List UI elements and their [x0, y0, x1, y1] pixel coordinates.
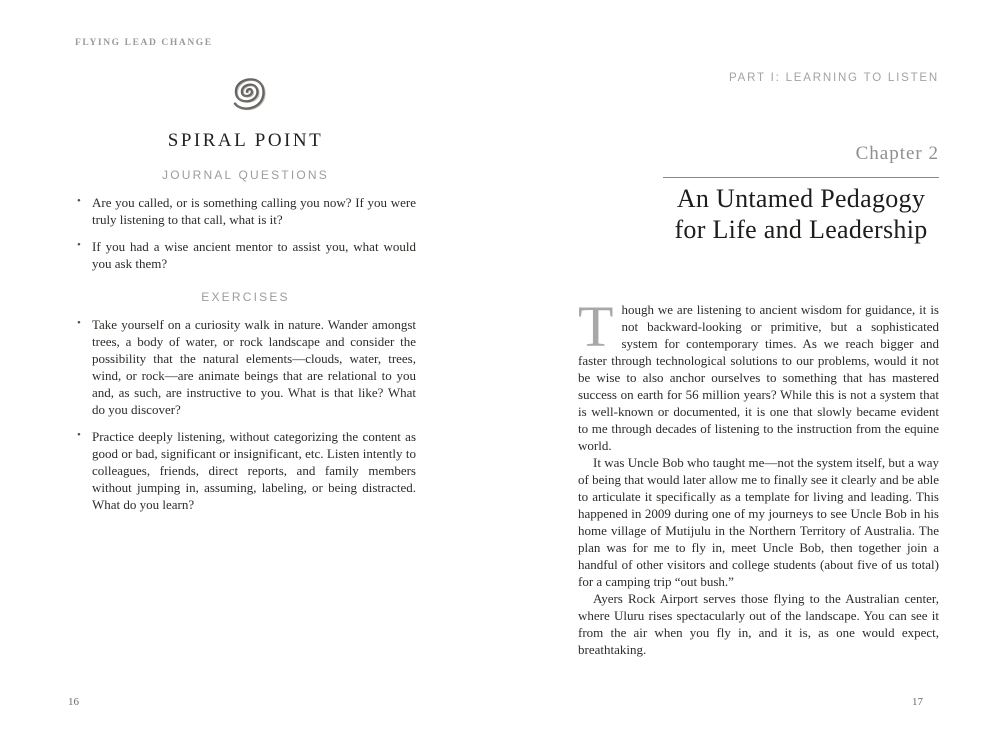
- journal-question-text: Are you called, or is something calling you now? If you were truly listening to that call, what is it?: [92, 195, 416, 227]
- body-paragraph-3: Ayers Rock Airport serves those flying to the Australian center, where Uluru rises spectacularly out of the landscape. You can see it from the air when you fly in, and it is, as one would expect, breathtaking.: [578, 591, 939, 657]
- chapter-body-text: [578, 294, 939, 658]
- exercise-item: [75, 316, 416, 418]
- chapter-number-label: Chapter 2: [855, 143, 939, 164]
- journal-question-item: [75, 238, 416, 272]
- body-paragraph-1: [578, 294, 939, 454]
- journal-question-text: If you had a wise ancient mentor to assist you, what would you ask them?: [92, 239, 416, 271]
- bullet-icon: •: [77, 195, 81, 207]
- page-number-right: 17: [912, 696, 923, 708]
- exercise-text: Practice deeply listening, without categorizing the content as good or bad, significant or insignificant, etc. Listen intently to colleagues, friends, direct reports, and family members without jumping in, assuming, labeling, or being distracted. What do you learn?: [92, 429, 416, 512]
- exercise-text: Take yourself on a curiosity walk in nature. Wander amongst trees, a body of water, or rock landscape and consider the possibility that the natural elements—clouds, water, trees, wind, or rock—are animate beings that are relational to you and, as such, are instructive to you. What is that like? What do you discover?: [92, 317, 416, 417]
- journal-question-item: [75, 194, 416, 228]
- chapter-title-line-2: for Life and Leadership: [674, 215, 928, 244]
- journal-questions-heading: JOURNAL QUESTIONS: [162, 168, 329, 182]
- chapter-title-line-1: An Untamed Pedagogy: [676, 184, 926, 213]
- exercises-heading: EXERCISES: [201, 290, 290, 304]
- exercises-list: [75, 316, 416, 513]
- page-number-left: 16: [68, 696, 79, 708]
- running-head-book-title: FLYING LEAD CHANGE: [75, 38, 213, 48]
- body-paragraph-2: It was Uncle Bob who taught me—not the system itself, but a way of being that would later allow me to finally see it clearly and be able to articulate it specifically as a template for living and leading. This happened in 2009 during one of my journeys to see Uncle Bob in his home village of Mutijulu in the Northern Territory of Australia. The plan was for me to fly in, meet Uncle Bob, then together join a handful of other visitors and college students (about five of us total) for a camping trip “out bush.”: [578, 455, 939, 589]
- left-page: [75, 38, 416, 513]
- bullet-icon: •: [77, 239, 81, 251]
- chapter-title: [663, 177, 939, 245]
- running-head-part-title: PART I: LEARNING TO LISTEN: [729, 72, 939, 84]
- section-title: SPIRAL POINT: [167, 130, 324, 151]
- chapter-heading-block: [578, 143, 939, 245]
- exercises-section: [75, 290, 416, 513]
- exercise-item: [75, 428, 416, 513]
- spiral-icon: [75, 64, 416, 122]
- paragraph-1-text: hough we are listening to ancient wisdom for guidance, it is not backward-looking or primitive, but a sophisticated system for contemporary times. As we reach bigger and faster through technological solutions to our problems, would it not be wise to also anchor ourselves to something that has mastered success on earth for 56 million years? While this is not a system that is well-known or documented, it is one that slowly became evident to me through decades of listening to the instruction from the equine world.: [578, 302, 939, 453]
- drop-cap: T: [578, 294, 614, 359]
- journal-questions-list: [75, 194, 416, 272]
- bullet-icon: •: [77, 317, 81, 329]
- spiral-icon-svg: [216, 64, 276, 122]
- bullet-icon: •: [77, 429, 81, 441]
